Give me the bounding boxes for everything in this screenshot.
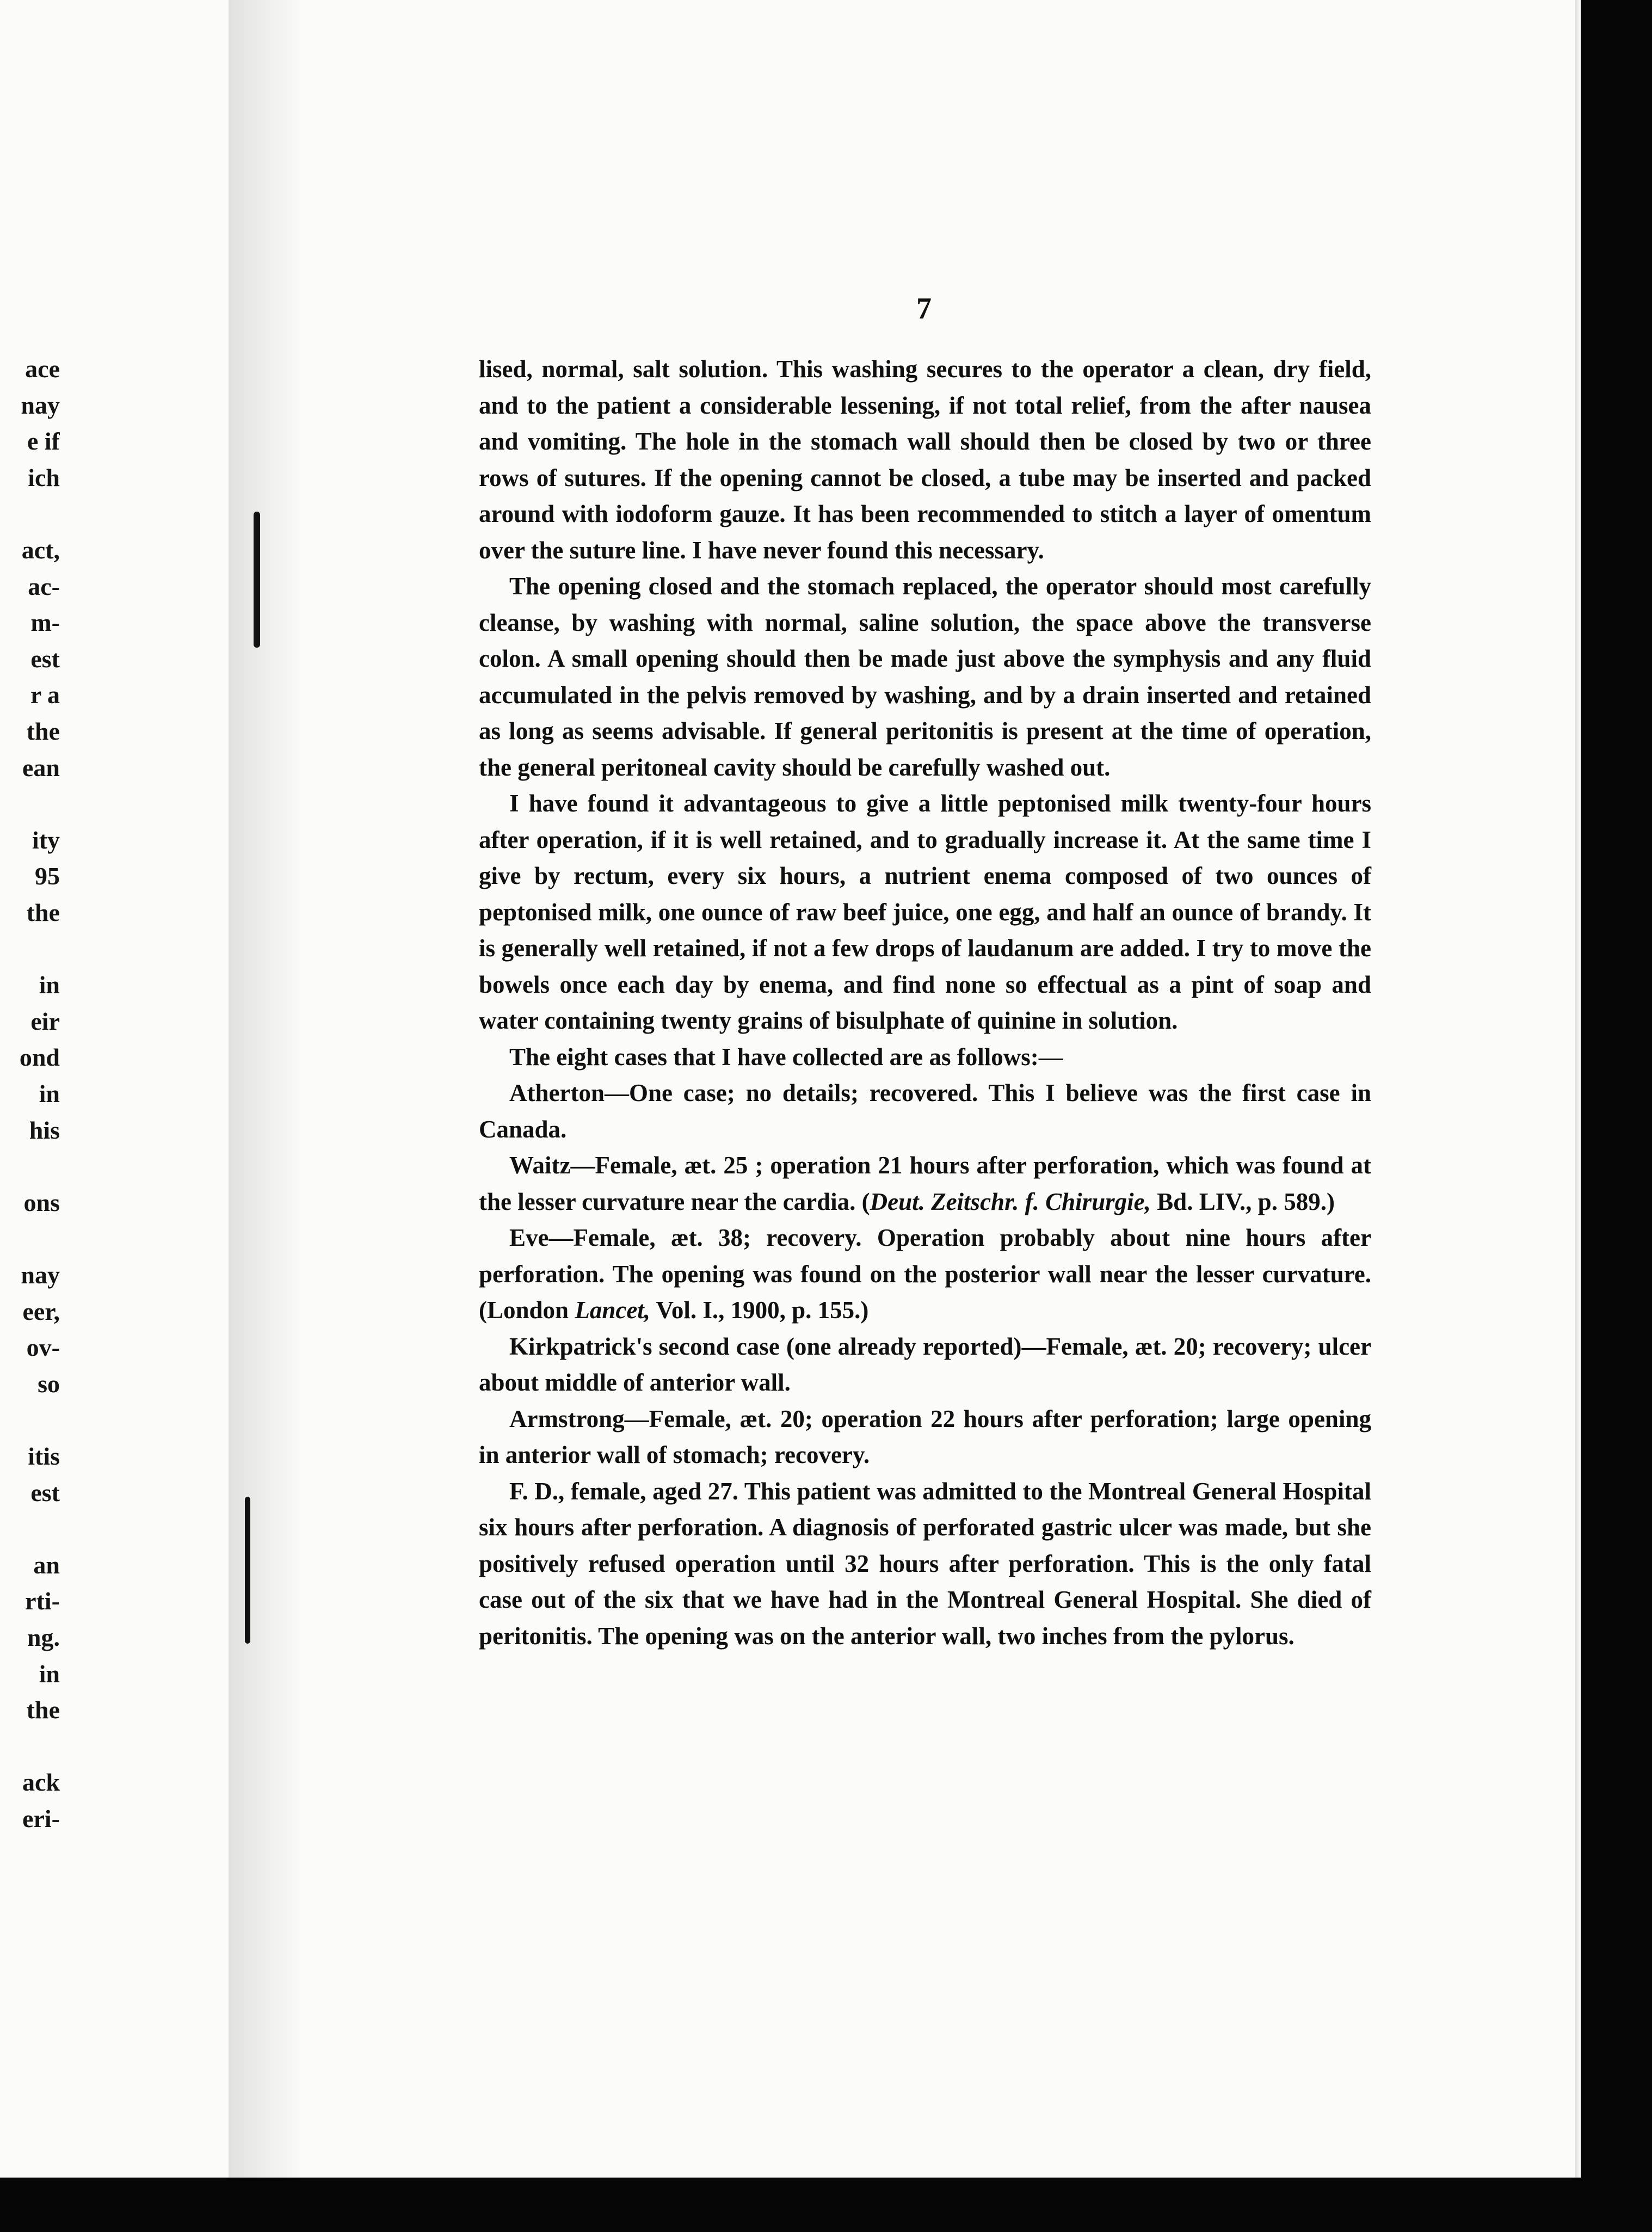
- facing-page-fragment: itis: [28, 1442, 60, 1470]
- facing-page-fragment: his: [29, 1116, 60, 1144]
- citation-journal: Lancet,: [575, 1296, 651, 1324]
- facing-page-fragment: nay: [21, 1261, 60, 1289]
- paragraph-text: Eve—Female, æt. 38; recovery. Operation probably about nine hours after perforation. The opening was found on the posterior wall near the lesser curvature. (London: [479, 1224, 1371, 1324]
- paragraph: Armstrong—Female, æt. 20; operation 22 hours after perforation; large opening in anterior wall of stomach; recovery.: [479, 1405, 1371, 1468]
- facing-page-fragment: r a: [30, 681, 60, 709]
- facing-page-fragment: 95: [35, 862, 60, 890]
- facing-page-fragment: ac-: [28, 572, 60, 600]
- body-text: [479, 351, 1371, 1654]
- facing-page-fragments: [0, 0, 60, 2178]
- page-edge: [1575, 0, 1581, 2178]
- facing-page-fragment: ov-: [26, 1333, 60, 1362]
- facing-page-fragment: m-: [30, 608, 60, 637]
- facing-page-fragment: the: [26, 899, 60, 926]
- paragraph: [479, 1220, 1371, 1329]
- facing-page-fragment: the: [26, 717, 60, 745]
- binding-mark: [254, 512, 260, 648]
- paragraph: Kirkpatrick's second case (one already reported)—Female, æt. 20; recovery; ulcer about middle of anterior wall.: [479, 1332, 1371, 1396]
- paragraph: Atherton—One case; no details; recovered. This I believe was the first case in Canada.: [479, 1079, 1371, 1143]
- citation-journal: Deut. Zeitschr. f. Chirurgie,: [870, 1188, 1151, 1215]
- paragraph: lised, normal, salt solution. This washing secures to the operator a clean, dry field, and to the patient a considerable lessening, if not total relief, from the after nausea and vomiting. The hole in the stomach wall should then be closed by two or three rows of sutures. If the opening cannot be closed, a tube may be inserted and packed around with iodoform gauze. It has been recommended to stitch a layer of omentum over the suture line. I have never found this necessary.: [479, 355, 1371, 564]
- paragraph: I have found it advantageous to give a little peptonised milk twenty-four hours after operation, if it is well retained, and to gradually increase it. At the same time I give by rectum, every six hours, a nutrient enema composed of two ounces of peptonised milk, one ounce of raw beef juice, one egg, and half an ounce of brandy. It is generally well retained, if not a few drops of laudanum are added. I try to move the bowels once each day by enema, and find none so effectual as a pint of soap and water containing twenty grains of bisulphate of quinine in solution.: [479, 790, 1371, 1034]
- facing-page-fragment: eer,: [22, 1297, 60, 1325]
- facing-page-fragment: ng.: [27, 1624, 60, 1651]
- facing-page-fragment: rti-: [25, 1587, 60, 1615]
- fold-shadow: [229, 0, 305, 2178]
- paragraph: The opening closed and the stomach replaced, the operator should most carefully cleanse, by washing with normal, saline solution, the space above the transverse colon. A small opening should then be made just above the symphysis and any fluid accumulated in the pelvis removed by washing, and by a drain inserted and retained as long as seems advisable. If general peritonitis is present at the time of operation, the general peritoneal cavity should be carefully washed out.: [479, 573, 1371, 781]
- paragraph: F. D., female, aged 27. This patient was admitted to the Montreal General Hospital six hours after perforation. A diagnosis of perforated gastric ulcer was made, but she positively refused operation until 32 hours after perforation. This is the only fatal case out of the six that we have had in the Montreal General Hospital. She died of peritonitis. The opening was on the anterior wall, two inches from the pylorus.: [479, 1477, 1371, 1650]
- binding-mark: [245, 1497, 250, 1644]
- facing-page-fragment: nay: [21, 391, 60, 419]
- facing-page-fragment: ity: [32, 826, 60, 854]
- facing-page-fragment: ich: [28, 463, 60, 491]
- paragraph: The eight cases that I have collected are as follows:—: [509, 1043, 1063, 1071]
- facing-page-fragment: ons: [23, 1188, 60, 1216]
- facing-page-fragment: so: [38, 1369, 60, 1398]
- facing-page-fragment: ean: [22, 753, 60, 782]
- facing-page-fragment: est: [30, 1478, 60, 1507]
- facing-page-fragment: est: [30, 644, 60, 673]
- paragraph-text: Waitz—Female, æt. 25 ; operation 21 hours after perforation, which was found at the lesser curvature near the cardia. (: [479, 1152, 1371, 1215]
- facing-page-fragment: eir: [30, 1007, 60, 1035]
- paragraph: [479, 1147, 1371, 1220]
- facing-page-fragment: e if: [27, 427, 60, 456]
- paragraph-text: Vol. I., 1900, p. 155.): [650, 1296, 869, 1324]
- facing-page-fragment: ace: [25, 355, 60, 383]
- facing-page-fragment: act,: [21, 536, 60, 564]
- facing-page-fragment: the: [26, 1696, 60, 1724]
- facing-page-fragment: an: [33, 1551, 60, 1579]
- paragraph-text: Bd. LIV., p. 589.): [1150, 1188, 1335, 1215]
- facing-page-fragment: ond: [19, 1043, 60, 1072]
- facing-page-fragment: in: [39, 971, 60, 999]
- facing-page-fragment: eri-: [22, 1805, 60, 1833]
- facing-page-fragment: in: [39, 1659, 60, 1688]
- facing-page-fragment: ack: [22, 1768, 60, 1797]
- facing-page-fragment: in: [39, 1080, 60, 1108]
- page-number: 7: [916, 292, 932, 325]
